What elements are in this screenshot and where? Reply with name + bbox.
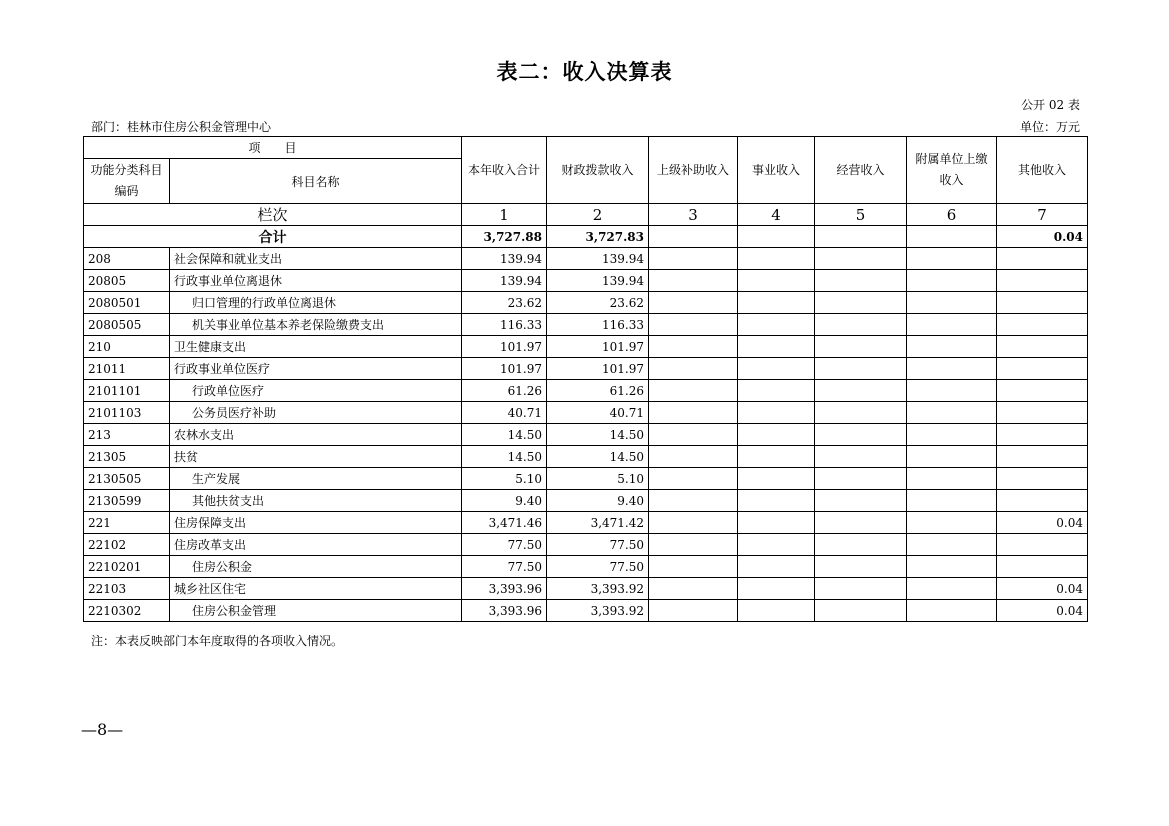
- amount-cell: [738, 512, 815, 534]
- form-number: 公开 02 表: [1021, 98, 1080, 112]
- func-code-cell: 213: [84, 424, 170, 446]
- amount-cell: [738, 424, 815, 446]
- amount-cell: [907, 270, 997, 292]
- amount-cell: [815, 446, 907, 468]
- func-code-cell: 2101101: [84, 380, 170, 402]
- amount-cell: [649, 248, 738, 270]
- table-row: [84, 402, 1088, 424]
- subject-name-cell: 行政单位医疗: [170, 380, 462, 402]
- amount-cell: [738, 336, 815, 358]
- amount-cell: [997, 446, 1088, 468]
- subject-name-cell: 公务员医疗补助: [170, 402, 462, 424]
- amount-cell: [997, 270, 1088, 292]
- amount-cell: [649, 314, 738, 336]
- amount-cell: 5.10: [547, 468, 649, 490]
- amount-cell: [649, 468, 738, 490]
- amount-cell: [815, 600, 907, 622]
- subject-name-cell: 生产发展: [170, 468, 462, 490]
- amount-cell: [649, 292, 738, 314]
- total-cell: 0.04: [997, 226, 1088, 248]
- amount-cell: 139.94: [547, 270, 649, 292]
- total-cell: 3,727.83: [547, 226, 649, 248]
- func-code-header: 功能分类科目编码: [84, 159, 170, 204]
- amount-cell: 14.50: [462, 446, 547, 468]
- amount-cell: 3,393.92: [547, 578, 649, 600]
- amount-cell: [649, 270, 738, 292]
- func-code-cell: 2130599: [84, 490, 170, 512]
- amount-cell: [907, 512, 997, 534]
- amount-cell: [907, 468, 997, 490]
- amount-cell: [649, 512, 738, 534]
- func-code-cell: 2101103: [84, 402, 170, 424]
- table-row: [84, 314, 1088, 336]
- amount-cell: [649, 490, 738, 512]
- amount-cell: 5.10: [462, 468, 547, 490]
- total-label: 合计: [84, 226, 462, 248]
- amount-cell: 61.26: [547, 380, 649, 402]
- column-index-cell: 2: [547, 204, 649, 226]
- amount-cell: [997, 292, 1088, 314]
- func-code-cell: 2080501: [84, 292, 170, 314]
- subject-name-cell: 住房公积金管理: [170, 600, 462, 622]
- amount-cell: [815, 248, 907, 270]
- page-number: —8—: [81, 720, 124, 739]
- column-index-cell: 1: [462, 204, 547, 226]
- income-table: [83, 136, 1088, 622]
- column-index-cell: 4: [738, 204, 815, 226]
- column-header: 经营收入: [815, 137, 907, 204]
- amount-cell: [815, 358, 907, 380]
- column-index-cell: 5: [815, 204, 907, 226]
- amount-cell: [907, 380, 997, 402]
- amount-cell: [649, 336, 738, 358]
- amount-cell: 3,471.42: [547, 512, 649, 534]
- column-header: 附属单位上缴收入: [907, 137, 997, 204]
- subject-name-cell: 机关事业单位基本养老保险缴费支出: [170, 314, 462, 336]
- amount-cell: [815, 556, 907, 578]
- amount-cell: 139.94: [547, 248, 649, 270]
- func-code-cell: 2210201: [84, 556, 170, 578]
- amount-cell: [738, 534, 815, 556]
- table-row: [84, 556, 1088, 578]
- amount-cell: 14.50: [462, 424, 547, 446]
- amount-cell: [815, 270, 907, 292]
- amount-cell: [815, 468, 907, 490]
- amount-cell: [815, 402, 907, 424]
- subject-name-header: 科目名称: [170, 159, 462, 204]
- amount-cell: [907, 424, 997, 446]
- amount-cell: 101.97: [462, 358, 547, 380]
- amount-cell: [907, 556, 997, 578]
- unit-label: 单位：万元: [1019, 120, 1080, 134]
- amount-cell: 139.94: [462, 248, 547, 270]
- total-row: [84, 226, 1088, 248]
- amount-cell: [907, 314, 997, 336]
- func-code-cell: 221: [84, 512, 170, 534]
- page-title: 表二：收入决算表: [496, 60, 673, 84]
- amount-cell: [738, 248, 815, 270]
- amount-cell: [649, 578, 738, 600]
- column-header: 财政拨款收入: [547, 137, 649, 204]
- table-note: 注：本表反映部门本年度取得的各项收入情况。: [91, 634, 344, 648]
- total-cell: 3,727.88: [462, 226, 547, 248]
- amount-cell: [738, 556, 815, 578]
- subject-name-cell: 住房公积金: [170, 556, 462, 578]
- subject-name-cell: 农林水支出: [170, 424, 462, 446]
- column-index-cell: 6: [907, 204, 997, 226]
- amount-cell: [997, 424, 1088, 446]
- amount-cell: [815, 424, 907, 446]
- column-index-cell: 7: [997, 204, 1088, 226]
- amount-cell: [815, 292, 907, 314]
- column-header: 上级补助收入: [649, 137, 738, 204]
- subject-name-cell: 卫生健康支出: [170, 336, 462, 358]
- amount-cell: 14.50: [547, 424, 649, 446]
- amount-cell: [997, 534, 1088, 556]
- func-code-cell: 22102: [84, 534, 170, 556]
- subject-name-cell: 城乡社区住宅: [170, 578, 462, 600]
- amount-cell: 23.62: [547, 292, 649, 314]
- amount-cell: [997, 336, 1088, 358]
- amount-cell: [738, 402, 815, 424]
- table-row: [84, 490, 1088, 512]
- table-row: [84, 336, 1088, 358]
- table-row: [84, 446, 1088, 468]
- amount-cell: 116.33: [462, 314, 547, 336]
- amount-cell: [738, 358, 815, 380]
- amount-cell: 14.50: [547, 446, 649, 468]
- column-index-cell: 3: [649, 204, 738, 226]
- amount-cell: 61.26: [462, 380, 547, 402]
- amount-cell: [738, 490, 815, 512]
- amount-cell: [997, 314, 1088, 336]
- amount-cell: [738, 578, 815, 600]
- amount-cell: [815, 578, 907, 600]
- amount-cell: 40.71: [462, 402, 547, 424]
- amount-cell: 101.97: [547, 358, 649, 380]
- column-header: 其他收入: [997, 137, 1088, 204]
- subject-name-cell: 归口管理的行政单位离退休: [170, 292, 462, 314]
- amount-cell: 0.04: [997, 600, 1088, 622]
- table-row: [84, 358, 1088, 380]
- amount-cell: [815, 512, 907, 534]
- amount-cell: [738, 446, 815, 468]
- amount-cell: [815, 314, 907, 336]
- amount-cell: [997, 490, 1088, 512]
- column-header: 本年收入合计: [462, 137, 547, 204]
- subject-name-cell: 行政事业单位离退休: [170, 270, 462, 292]
- amount-cell: [907, 578, 997, 600]
- amount-cell: [907, 248, 997, 270]
- table-row: [84, 534, 1088, 556]
- amount-cell: [997, 248, 1088, 270]
- amount-cell: 40.71: [547, 402, 649, 424]
- func-code-cell: 21305: [84, 446, 170, 468]
- table-row: [84, 468, 1088, 490]
- amount-cell: [649, 556, 738, 578]
- amount-cell: [649, 402, 738, 424]
- amount-cell: 0.04: [997, 578, 1088, 600]
- func-code-cell: 2130505: [84, 468, 170, 490]
- amount-cell: 3,393.96: [462, 578, 547, 600]
- table-row: [84, 248, 1088, 270]
- total-cell: [815, 226, 907, 248]
- amount-cell: 77.50: [462, 534, 547, 556]
- func-code-cell: 210: [84, 336, 170, 358]
- column-header: 事业收入: [738, 137, 815, 204]
- amount-cell: [907, 534, 997, 556]
- func-code-cell: 2210302: [84, 600, 170, 622]
- amount-cell: [649, 534, 738, 556]
- amount-cell: [907, 292, 997, 314]
- project-header: 项 目: [84, 137, 462, 159]
- amount-cell: 9.40: [462, 490, 547, 512]
- table-row: [84, 424, 1088, 446]
- amount-cell: [907, 336, 997, 358]
- amount-cell: 9.40: [547, 490, 649, 512]
- amount-cell: [815, 336, 907, 358]
- table-row: [84, 600, 1088, 622]
- amount-cell: 101.97: [462, 336, 547, 358]
- amount-cell: 139.94: [462, 270, 547, 292]
- amount-cell: [815, 490, 907, 512]
- amount-cell: [907, 446, 997, 468]
- amount-cell: [997, 380, 1088, 402]
- amount-cell: 116.33: [547, 314, 649, 336]
- table-row: [84, 578, 1088, 600]
- subject-name-cell: 社会保障和就业支出: [170, 248, 462, 270]
- column-index-label: 栏次: [84, 204, 462, 226]
- amount-cell: [738, 314, 815, 336]
- amount-cell: 101.97: [547, 336, 649, 358]
- amount-cell: 77.50: [547, 556, 649, 578]
- amount-cell: [997, 402, 1088, 424]
- amount-cell: [649, 446, 738, 468]
- amount-cell: 0.04: [997, 512, 1088, 534]
- table-row: [84, 380, 1088, 402]
- amount-cell: [907, 358, 997, 380]
- subject-name-cell: 其他扶贫支出: [170, 490, 462, 512]
- amount-cell: [649, 424, 738, 446]
- amount-cell: [997, 358, 1088, 380]
- amount-cell: 3,471.46: [462, 512, 547, 534]
- amount-cell: [815, 534, 907, 556]
- func-code-cell: 21011: [84, 358, 170, 380]
- total-cell: [738, 226, 815, 248]
- amount-cell: 3,393.96: [462, 600, 547, 622]
- func-code-cell: 208: [84, 248, 170, 270]
- amount-cell: [815, 380, 907, 402]
- amount-cell: [907, 402, 997, 424]
- amount-cell: 3,393.92: [547, 600, 649, 622]
- subject-name-cell: 行政事业单位医疗: [170, 358, 462, 380]
- amount-cell: [649, 358, 738, 380]
- subject-name-cell: 住房改革支出: [170, 534, 462, 556]
- total-cell: [907, 226, 997, 248]
- func-code-cell: 20805: [84, 270, 170, 292]
- table-row: [84, 512, 1088, 534]
- amount-cell: [738, 600, 815, 622]
- amount-cell: 23.62: [462, 292, 547, 314]
- func-code-cell: 2080505: [84, 314, 170, 336]
- amount-cell: [738, 270, 815, 292]
- amount-cell: [738, 292, 815, 314]
- subject-name-cell: 扶贫: [170, 446, 462, 468]
- column-index-row: [84, 204, 1088, 226]
- amount-cell: [649, 380, 738, 402]
- amount-cell: 77.50: [462, 556, 547, 578]
- amount-cell: [907, 490, 997, 512]
- amount-cell: [907, 600, 997, 622]
- subject-name-cell: 住房保障支出: [170, 512, 462, 534]
- amount-cell: [997, 556, 1088, 578]
- amount-cell: 77.50: [547, 534, 649, 556]
- table-row: [84, 292, 1088, 314]
- amount-cell: [649, 600, 738, 622]
- header-row: [84, 137, 1088, 159]
- department-label: 部门：桂林市住房公积金管理中心: [91, 120, 272, 134]
- total-cell: [649, 226, 738, 248]
- func-code-cell: 22103: [84, 578, 170, 600]
- amount-cell: [997, 468, 1088, 490]
- amount-cell: [738, 468, 815, 490]
- amount-cell: [738, 380, 815, 402]
- table-row: [84, 270, 1088, 292]
